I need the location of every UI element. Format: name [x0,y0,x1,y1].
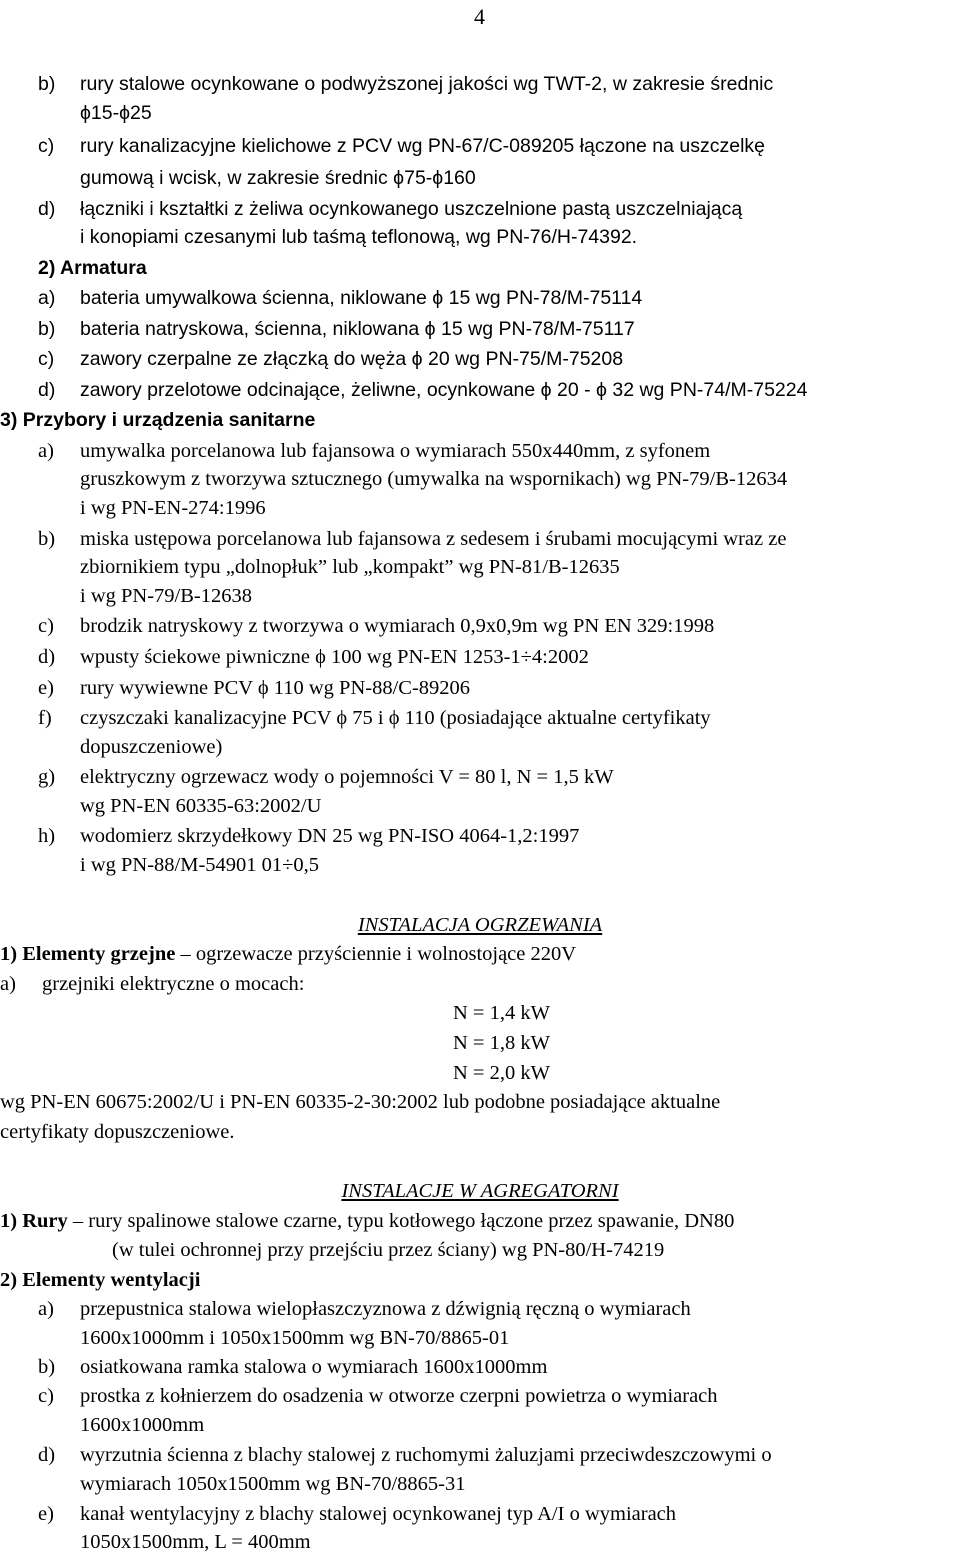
line-text: zbiornikiem typu „dolnopłuk” lub „kompakt” wg PN-81/B-12635 [80,556,620,578]
list-marker: b) [38,73,56,95]
line-text: N = 1,4 kW [453,1002,550,1024]
list-marker: a) [38,287,56,309]
line-text: – rury spalinowe stalowe czarne, typu kotłowego łączone przez spawanie, DN80 [72,1210,735,1232]
text-line [80,1530,311,1554]
list-marker: d) [38,198,56,220]
line-text: 1600x1000mm i 1050x1500mm wg BN-70/8865-01 [80,1327,510,1349]
line-text: wyrzutnia ścienna z blachy stalowej z ruchomymi żaluzjami przeciwdeszczowymi o [80,1444,772,1466]
subsection-heading [0,1268,200,1292]
list-item [38,1502,676,1526]
line-text: elektryczny ogrzewacz wody o pojemności V = 80 l, N = 1,5 kW [80,766,614,788]
list-marker: g) [38,766,56,788]
line-text: certyfikaty dopuszczeniowe. [0,1121,235,1143]
line-text: i wg PN-79/B-12638 [80,585,252,607]
line-text: (w tulei ochronnej przy przejściu przez ściany) wg PN-80/H-74219 [112,1239,665,1261]
list-marker: b) [38,318,56,340]
list-marker: c) [38,135,55,157]
line-text: rury kanalizacyjne kielichowe z PCV wg PN-67/C-089205 łączone na uszczelkę [80,135,765,157]
line-text: prostka z kołnierzem do osadzenia w otworze czerpni powietrza o wymiarach [80,1385,718,1407]
list-item [38,378,807,402]
text-line [112,1238,664,1262]
list-marker: c) [38,1385,54,1407]
list-item [38,614,714,638]
text-line [453,1031,550,1055]
bold-label: 1) Elementy grzejne [0,943,176,965]
subsection-heading [0,1209,734,1233]
line-text: kanał wentylacyjny z blachy stalowej ocynkowanej typ A/I o wymiarach [80,1503,677,1525]
text-line [80,166,476,190]
text-line [80,1472,465,1496]
list-item [38,706,711,730]
text-line [80,735,222,759]
line-text: umywalka porcelanowa lub fajansowa o wymiarach 550x440mm, z syfonem [80,440,711,462]
list-item [38,676,470,700]
line-text: wymiarach 1050x1500mm wg BN-70/8865-31 [80,1473,466,1495]
text-line [80,584,252,608]
text-line [0,1120,235,1144]
bold-label: 3) Przybory i urządzenia sanitarne [0,409,316,431]
text-line [80,1326,509,1350]
line-text: czyszczaki kanalizacyjne PCV ϕ 75 i ϕ 110 (posiadające aktualne certyfikaty [80,707,711,729]
list-marker: e) [38,677,54,699]
list-marker: d) [38,379,56,401]
list-item [38,347,623,371]
bold-label: 2) Armatura [38,257,147,279]
line-text: brodzik natryskowy z tworzywa o wymiarach 0,9x0,9m wg PN EN 329:1998 [80,615,715,637]
line-text: wpusty ściekowe piwniczne ϕ 100 wg PN-EN 1253-1÷4:2002 [80,646,589,668]
list-marker: f) [38,707,52,729]
list-marker: c) [38,348,55,370]
line-text: 1600x1000mm [80,1414,205,1436]
line-text: – ogrzewacze przyściennie i wolnostojące 220V [180,943,577,965]
line-text: zawory przelotowe odcinające, żeliwne, ocynkowane ϕ 20 - ϕ 32 wg PN-74/M-75224 [80,379,808,401]
line-text: i wg PN-EN-274:1996 [80,497,266,519]
line-text: miska ustępowa porcelanowa lub fajansowa z sedesem i śrubami mocującymi wraz ze [80,528,787,550]
list-marker: h) [38,825,56,847]
list-item [38,72,773,96]
line-text: osiatkowana ramka stalowa o wymiarach 1600x1000mm [80,1356,548,1378]
list-marker: a) [0,973,16,995]
list-marker: b) [38,1356,56,1378]
text-line [453,1001,550,1025]
list-marker: d) [38,646,56,668]
list-item [38,765,614,789]
list-marker: d) [38,1444,56,1466]
line-text: 1050x1500mm, L = 400mm [80,1531,311,1553]
list-item [38,527,786,551]
line-text: rury stalowe ocynkowane o podwyższonej jakości wg TWT-2, w zakresie średnic [80,73,774,95]
subsection-heading [0,942,576,966]
list-item [38,1443,772,1467]
line-text: łączniki i kształtki z żeliwa ocynkowanego uszczelnione pastą uszczelniającą [80,198,743,220]
list-item [38,134,765,158]
line-text: wodomierz skrzydełkowy DN 25 wg PN-ISO 4064-1,2:1997 [80,825,580,847]
line-text: wg PN-EN 60335-63:2002/U [80,795,322,817]
page-number: 4 [474,4,485,29]
line-text: rury wywiewne PCV ϕ 110 wg PN-88/C-89206 [80,677,471,699]
subsection-heading [0,408,315,432]
text-line [80,225,637,249]
line-text: bateria natryskowa, ścienna, niklowana ϕ 15 wg PN-78/M-75117 [80,318,635,340]
line-text: grzejniki elektryczne o mocach: [42,973,305,995]
list-item [38,824,579,848]
list-marker: e) [38,1503,54,1525]
list-item [38,317,635,341]
list-item [38,197,742,221]
bold-label: 2) Elementy wentylacji [0,1269,201,1291]
list-marker: a) [38,440,54,462]
text-line [80,853,319,877]
line-text: zawory czerpalne ze złączką do węża ϕ 20 wg PN-75/M-75208 [80,348,624,370]
line-text: gruszkowym z tworzywa sztucznego (umywalka na wspornikach) wg PN-79/B-12634 [80,468,788,490]
list-item [38,439,710,463]
line-text: przepustnica stalowa wielopłaszczyznowa z dźwignią ręczną o wymiarach [80,1298,691,1320]
line-text: N = 2,0 kW [453,1062,550,1084]
line-text: bateria umywalkowa ścienna, niklowane ϕ 15 wg PN-78/M-75114 [80,287,643,309]
list-marker: a) [38,1298,54,1320]
list-item [0,972,304,996]
line-text: gumową i wcisk, w zakresie średnic ϕ75-ϕ160 [80,167,476,189]
text-line [80,794,321,818]
text-line [0,1090,720,1114]
text-line [80,467,787,491]
list-item [38,1384,718,1408]
text-line [80,555,620,579]
list-item [38,286,642,310]
bold-label: 1) Rury [0,1210,68,1232]
line-text: i konopiami czesanymi lub taśmą teflonową, wg PN-76/H-74392. [80,226,638,248]
list-item [38,1297,691,1321]
section-heading: INSTALACJA OGRZEWANIA [357,914,603,936]
line-text: N = 1,8 kW [453,1032,550,1054]
list-item [38,1355,547,1379]
line-text: ϕ15-ϕ25 [80,102,152,124]
line-text: dopuszczeniowe) [80,736,223,758]
line-text: wg PN-EN 60675:2002/U i PN-EN 60335-2-30:2002 lub podobne posiadające aktualne [0,1091,721,1113]
text-line [80,496,266,520]
list-item [38,645,589,669]
text-line [80,1413,204,1437]
list-marker: b) [38,528,56,550]
line-text: i wg PN-88/M-54901 01÷0,5 [80,854,320,876]
text-line [80,101,152,125]
section-heading: INSTALACJE W AGREGATORNI [341,1180,619,1202]
text-line [453,1061,550,1085]
list-marker: c) [38,615,54,637]
subsection-heading [38,256,147,280]
